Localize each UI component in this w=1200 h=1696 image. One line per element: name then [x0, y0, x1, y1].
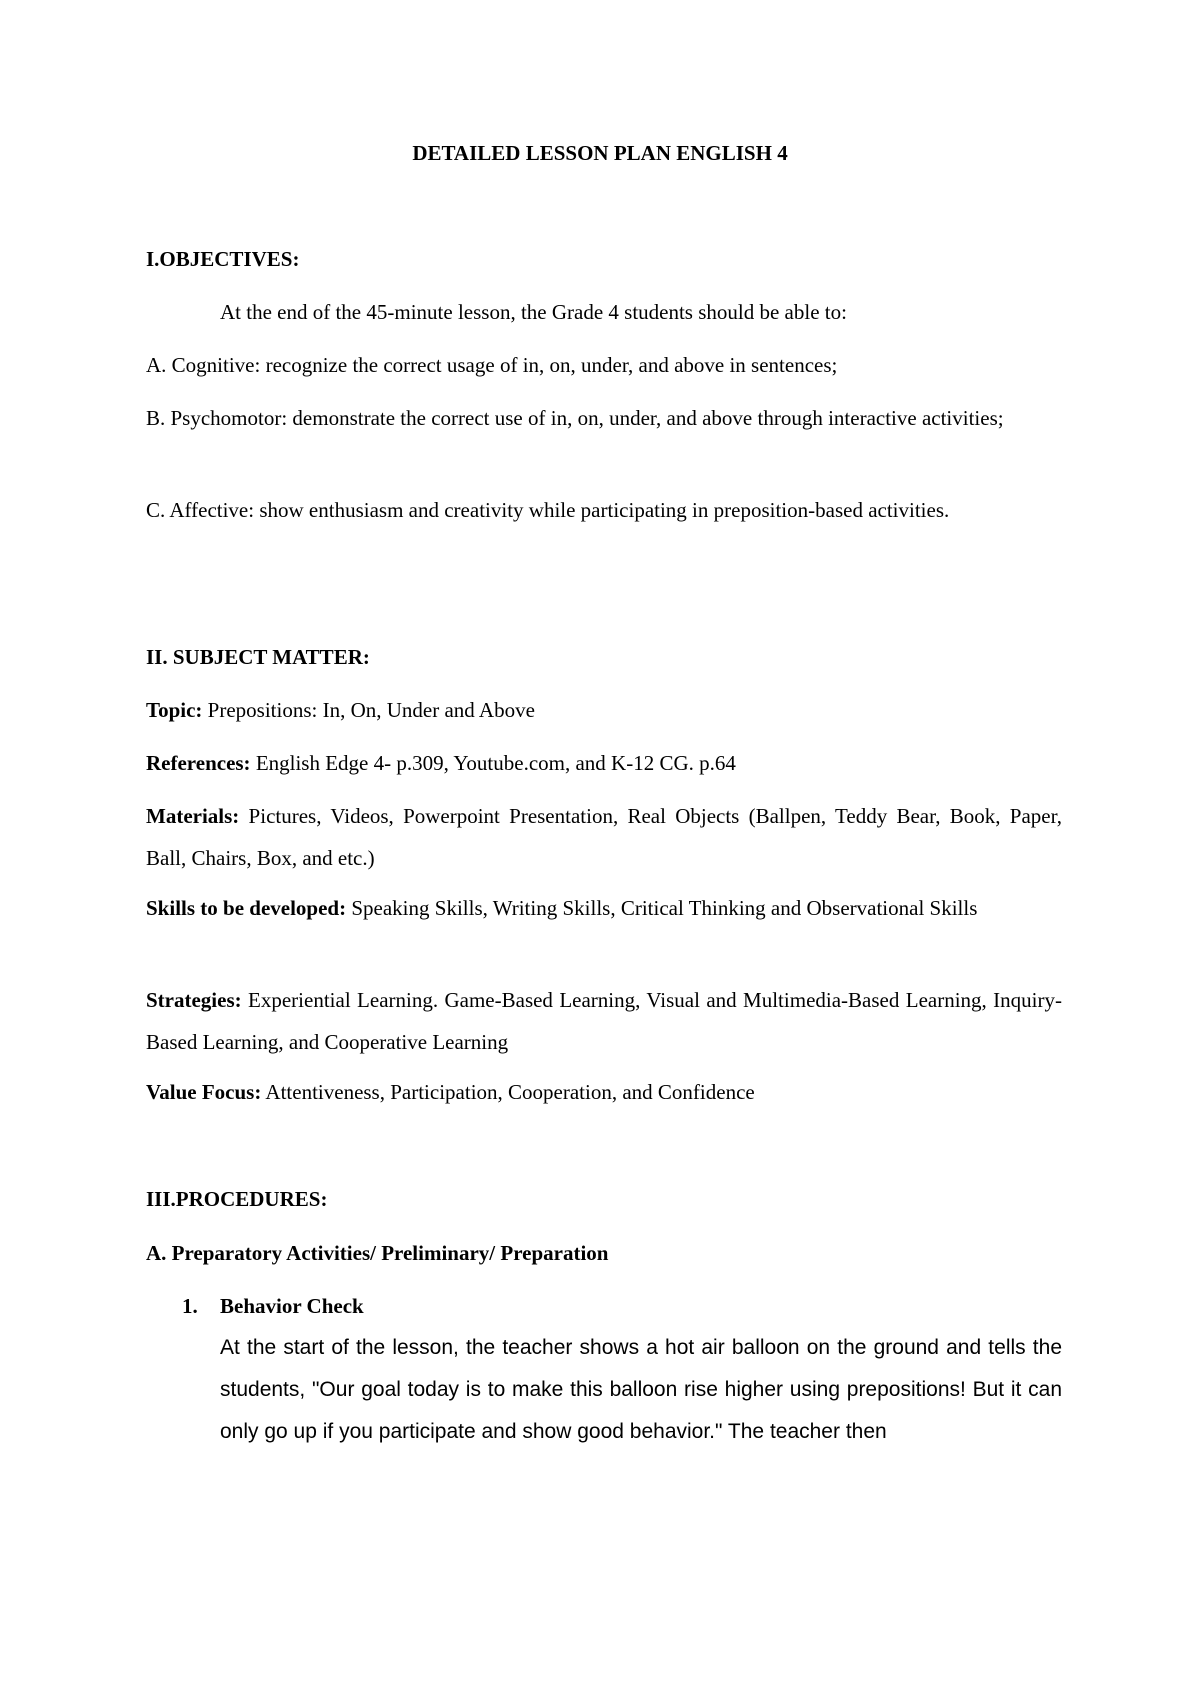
field-label: Value Focus:: [146, 1080, 262, 1104]
objective-cognitive: A. Cognitive: recognize the correct usage of in, on, under, and above in sentences;: [146, 353, 838, 377]
field-value: Pictures, Videos, Powerpoint Presentation, Real Objects (Ballpen, Teddy Bear, Book, Paper, Ball, Chairs, Box, and etc.): [146, 804, 1062, 870]
field-skills: [146, 887, 1062, 929]
subject-matter-heading: II. SUBJECT MATTER:: [146, 645, 370, 669]
field-value: Speaking Skills, Writing Skills, Critical Thinking and Observational Skills: [346, 896, 978, 920]
field-label: References:: [146, 751, 251, 775]
procedure-item-number: 1.: [182, 1294, 198, 1318]
field-label: Materials:: [146, 804, 240, 828]
field-label: Topic:: [146, 698, 203, 722]
field-references: [146, 742, 1062, 784]
field-topic: [146, 689, 1062, 731]
field-value-focus: [146, 1071, 1062, 1113]
document-title: DETAILED LESSON PLAN ENGLISH 4: [412, 141, 788, 165]
procedures-heading: III.PROCEDURES:: [146, 1187, 328, 1211]
field-value: Prepositions: In, On, Under and Above: [202, 698, 535, 722]
objectives-intro: At the end of the 45-minute lesson, the Grade 4 students should be able to:: [220, 300, 847, 324]
procedure-item-text: At the start of the lesson, the teacher shows a hot air balloon on the ground and tells the students, "Our goal today is to make this balloon rise higher using prepositions! But it can only go up if you participate and show good behavior." The teacher then: [220, 1336, 1062, 1443]
field-strategies: [146, 979, 1062, 1063]
field-label: Strategies:: [146, 988, 242, 1012]
procedure-item-title: Behavior Check: [220, 1294, 364, 1318]
field-value: Experiential Learning. Game-Based Learning, Visual and Multimedia-Based Learning, Inquiry-Based Learning, and Cooperative Learning: [146, 988, 1062, 1054]
objective-psychomotor: B. Psychomotor: demonstrate the correct use of in, on, under, and above through interactive activities;: [146, 406, 1004, 430]
objective-affective: C. Affective: show enthusiasm and creativity while participating in preposition-based activities.: [146, 498, 950, 522]
objectives-heading: I.OBJECTIVES:: [146, 247, 300, 271]
field-label: Skills to be developed:: [146, 896, 347, 920]
field-value: English Edge 4- p.309, Youtube.com, and K-12 CG. p.64: [250, 751, 736, 775]
procedure-item: [182, 1285, 1062, 1453]
field-materials: [146, 795, 1062, 879]
field-value: Attentiveness, Participation, Cooperation, and Confidence: [261, 1080, 755, 1104]
procedures-subheading: A. Preparatory Activities/ Preliminary/ Preparation: [146, 1241, 609, 1265]
